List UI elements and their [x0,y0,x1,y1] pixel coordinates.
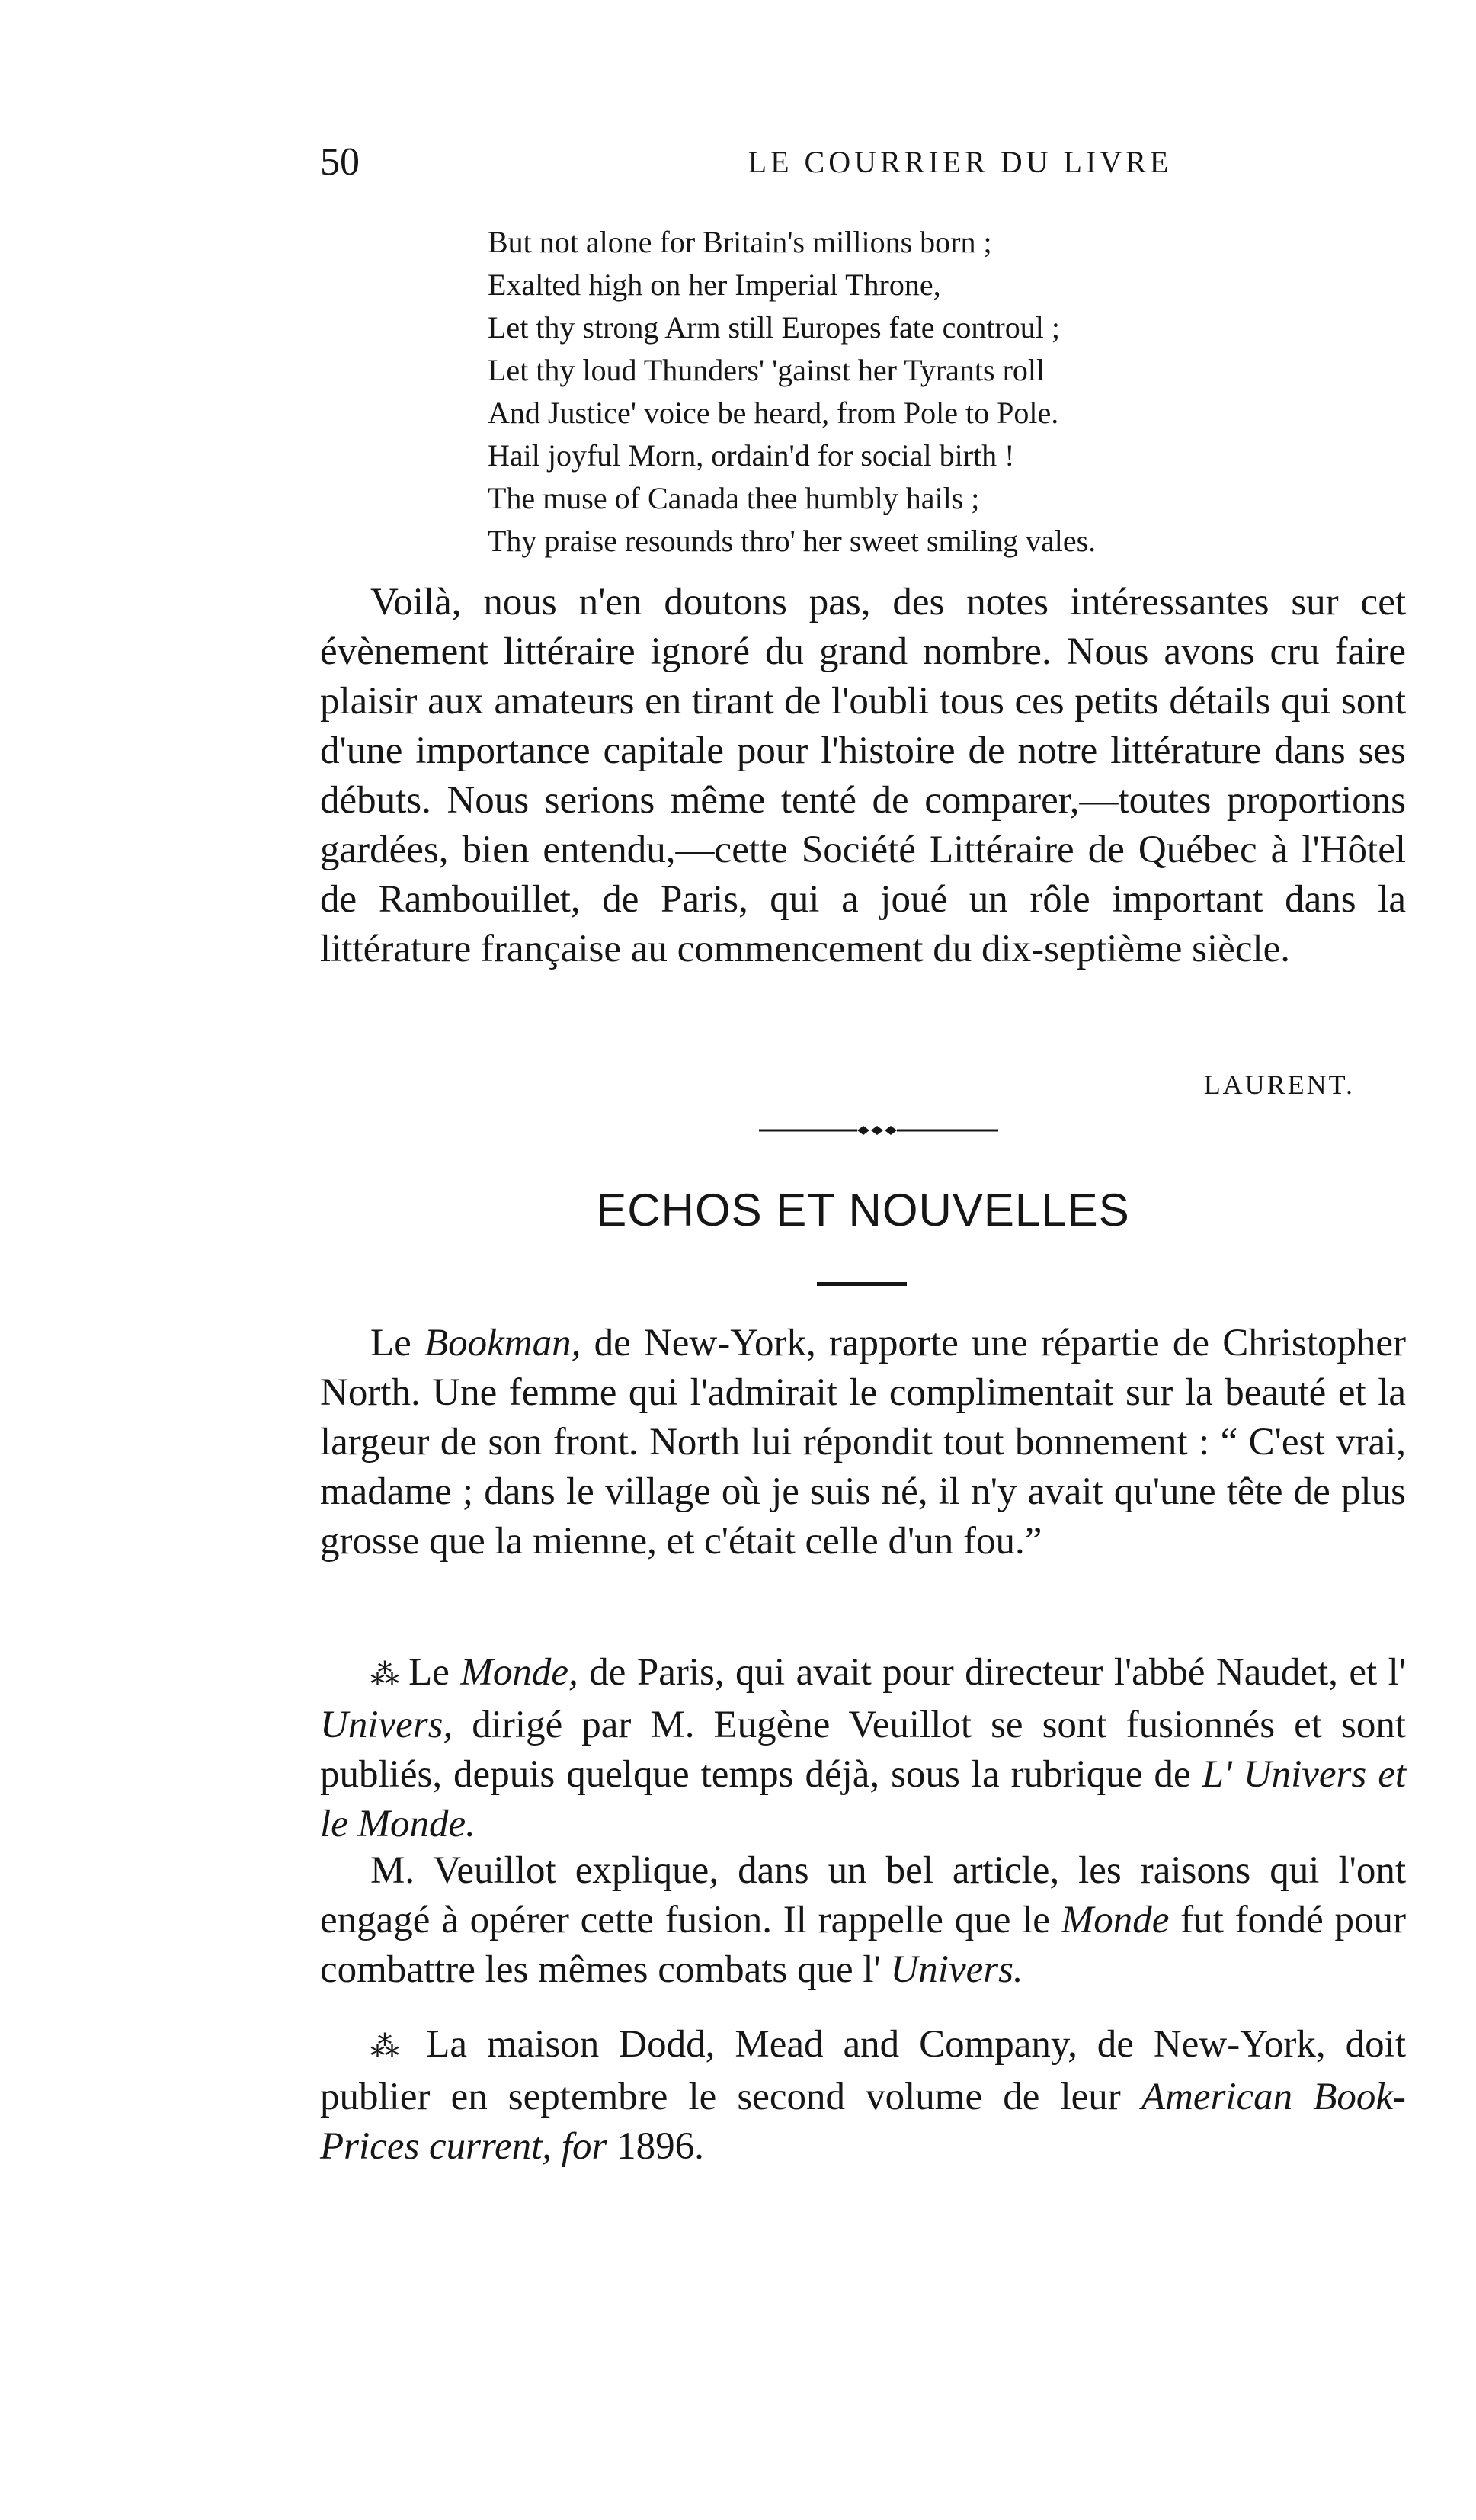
publication-title: L' Univers et le Monde. [320,1753,1407,1845]
poem-line: Hail joyful Morn, ordain'd for social birth ! [488,438,1015,473]
poem-line: The muse of Canada thee humbly hails ; [488,481,980,515]
running-title: LE COURRIER DU LIVRE [748,145,1173,179]
news-text: de New-York, rapporte une répartie de Christopher North. Une femme qui l'admirait le complimentait sur la beauté et la largeur de son front. North lui répondit tout bonnement : “ C'est vrai, madame ; dans le village où je suis né, il n'y avait qu'une tête de plus grosse que la mienne, et c'était celle d'un fou.” [320,1322,1406,1563]
poem-line: Thy praise resounds thro' her sweet smiling vales. [488,524,1097,558]
publication-title: Bookman, [424,1322,581,1364]
poem-line: But not alone for Britain's millions born ; [488,225,992,259]
divider-diamond [857,1126,869,1135]
running-head [320,136,1417,189]
news-item-veuillot [320,1846,1406,1995]
publication-title: Univers, [320,1704,453,1746]
divider-diamond [885,1126,897,1135]
publication-title: Monde [1061,1899,1170,1941]
article-paragraph: Voilà, nous n'en doutons pas, des notes intéressantes sur cet évènement littéraire ignoré du grand nombre. Nous avons cru faire plaisir aux amateurs en tirant de l'oubli tous ces petits détails qui sont d'une importance capitale pour l'histoire de notre littérature dans ses débuts. Nous serions même tenté de comparer,—toutes proportions gardées, bien entendu,—cette Société Littéraire de Québec à l'Hôtel de Rambouillet, de Paris, qui a joué un rôle important dans la littérature française au commencement du dix-septième siècle. [320,581,1406,970]
news-text: M. Veuillot explique, dans un bel article, les raisons qui l'ont engagé à opérer cette fusion. Il rappelle que le [320,1849,1406,1941]
title-underline-rule [817,1282,907,1286]
poem-line: Let thy strong Arm still Europes fate controul ; [488,310,1060,345]
news-text: 1896. [607,2125,704,2168]
news-text: Le [370,1322,425,1364]
news-text: fut fondé pour combattre les mêmes combats que l' [320,1899,1406,1991]
publication-title: Monde, [460,1651,578,1694]
publication-title: Univers. [890,1948,1023,1991]
poem-line: Exalted high on her Imperial Throne, [488,268,941,302]
divider-diamond [871,1126,883,1135]
section-title: ECHOS ET NOUVELLES [596,1185,1130,1236]
poem-line: And Justice' voice be heard, from Pole to Pole. [488,396,1059,430]
news-text: dirigé par M. Eugène Veuillot se sont fusionnés et sont publiés, depuis quelque temps déjà, sous la rubrique de [320,1704,1406,1796]
ornamental-divider [754,1119,1006,1142]
news-item-monde [320,1648,1406,1849]
news-text: Le [397,1651,461,1694]
asterism-icon: ⁂ [370,2031,407,2063]
poem-stanza [488,221,1364,563]
author-signature: LAURENT. [1203,1069,1355,1100]
news-text: de Paris, qui avait pour directeur l'abbé Naudet, et l' [578,1651,1406,1694]
page-number: 50 [320,140,360,184]
asterism-icon: ⁂ [370,1659,398,1691]
news-text [552,2125,562,2168]
news-text-italic: for [561,2125,607,2168]
news-item-dodd [320,2020,1406,2172]
news-text: La maison Dodd, Mead and Company, de New-York, doit publier en septembre le second volume de leur [320,2023,1406,2118]
poem-line: Let thy loud Thunders' 'gainst her Tyrants roll [488,353,1045,387]
publication-title: American Book-Prices current, [320,2076,1407,2168]
news-item-bookman [320,1319,1406,1566]
